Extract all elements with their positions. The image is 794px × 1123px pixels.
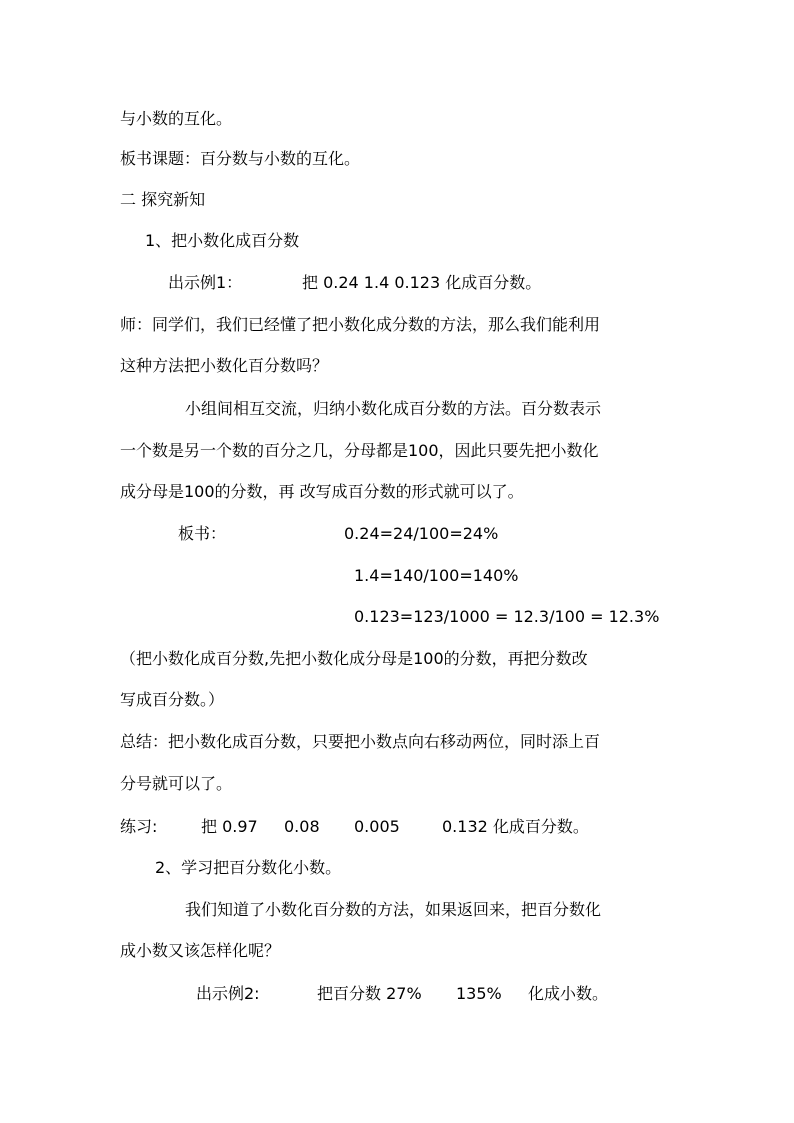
text-line: 师：同学们，我们已经懂了把小数化成分数的方法，那么我们能利用 (120, 315, 601, 334)
practice-label: 练习: (120, 817, 158, 836)
example-1-label: 出示例1： (168, 273, 243, 292)
example-1-line (168, 271, 668, 295)
practice-item: 0.132 化成百分数。 (442, 817, 589, 836)
board-equation: 0.24=24/100=24% (344, 524, 499, 543)
example-2-item: 把百分数 27% (317, 984, 422, 1003)
board-label: 板书： (178, 524, 227, 543)
practice-item: 0.005 (354, 817, 400, 836)
equation-line: 1.4=140/100=140% (354, 566, 519, 585)
text-line: 总结：把小数化成百分数，只要把小数点向右移动两位，同时添上百 (120, 732, 601, 751)
practice-item: 0.08 (284, 817, 320, 836)
subsection-heading: 1、把小数化成百分数 (145, 231, 300, 250)
text-line: 这种方法把小数化百分数吗？ (120, 356, 329, 375)
practice-item: 把 0.97 (201, 817, 258, 836)
board-line (178, 522, 578, 546)
example-2-label: 出示例2: (196, 984, 260, 1003)
subsection-heading: 2、学习把百分数化小数。 (155, 858, 342, 877)
example-2-line (196, 982, 636, 1006)
example-2-item: 化成小数。 (528, 984, 609, 1003)
text-line: 与小数的互化。 (120, 109, 233, 128)
example-1-text: 把 0.24 1.4 0.123 化成百分数。 (302, 273, 542, 292)
example-2-item: 135% (456, 984, 502, 1003)
practice-line (120, 815, 640, 839)
equation-line: 0.123=123/1000 = 12.3/100 = 12.3% (354, 607, 660, 626)
text-line: 小组间相互交流，归纳小数化成百分数的方法。百分数表示 (185, 399, 602, 418)
section-heading: 二 探究新知 (120, 190, 206, 209)
text-line: 分号就可以了。 (120, 774, 233, 793)
text-line: （把小数化成百分数,先把小数化成分母是100的分数，再把分数改 (120, 649, 588, 668)
text-line: 写成百分数。） (120, 690, 225, 709)
text-line: 成小数又该怎样化呢？ (120, 941, 281, 960)
text-line: 我们知道了小数化百分数的方法，如果返回来，把百分数化 (185, 900, 602, 919)
text-line: 一个数是另一个数的百分之几，分母都是100，因此只要先把小数化 (120, 441, 599, 460)
text-line: 板书课题：百分数与小数的互化。 (120, 149, 361, 168)
text-line: 成分母是100的分数，再 改写成百分数的形式就可以了。 (120, 482, 524, 501)
